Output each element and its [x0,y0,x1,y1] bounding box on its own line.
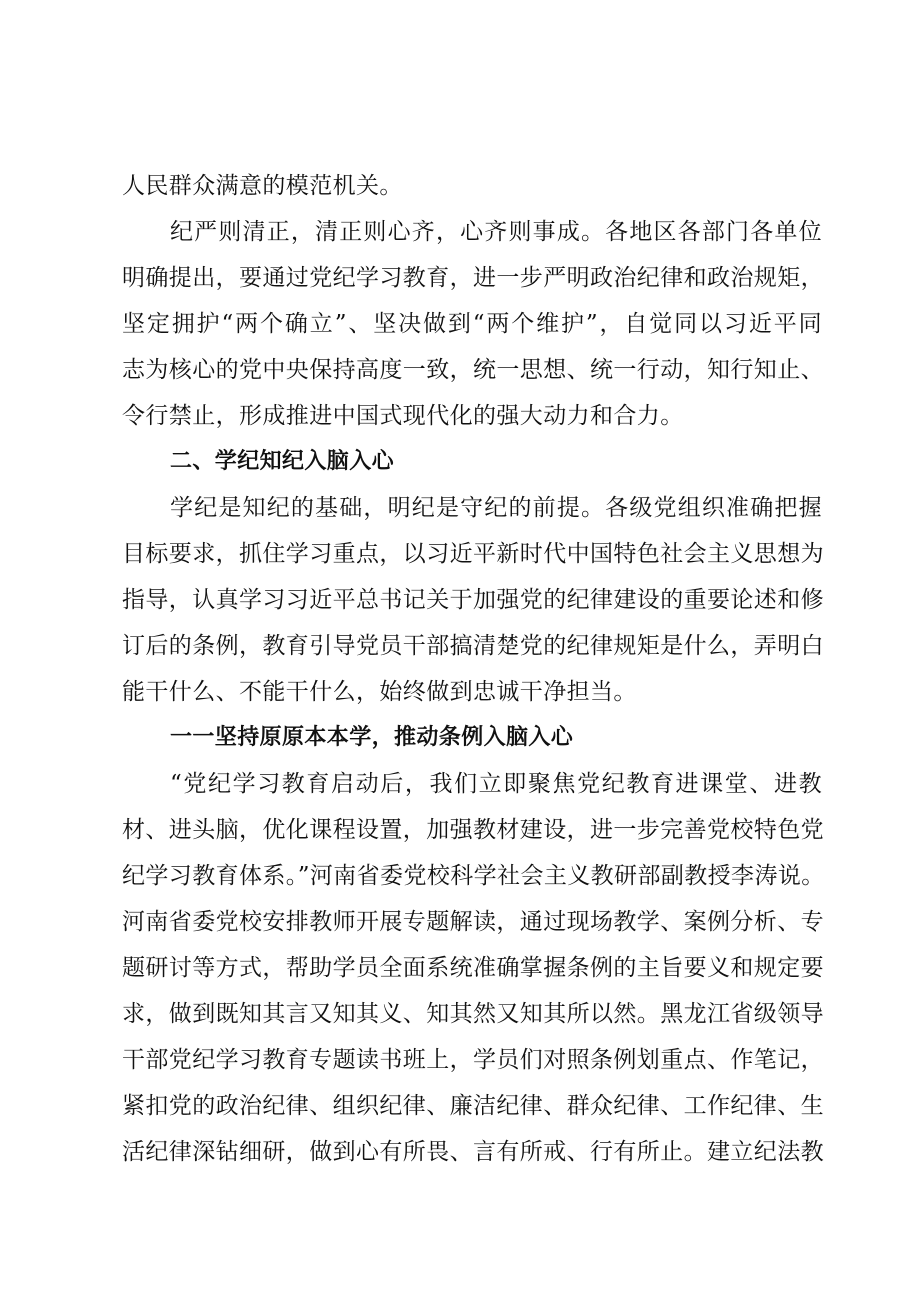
text-line: 题研讨等方式，帮助学员全面系统准确掌握条例的主旨要义和规定要 [122,955,824,981]
text-line: 坚定拥护“两个确立”、坚决做到“两个维护”，自觉同以习近平同 [122,311,822,337]
text-line: 人民群众满意的模范机关。 [122,173,403,199]
text-line: 干部党纪学习教育专题读书班上，学员们对照条例划重点、作笔记， [122,1047,824,1073]
text-line: 纪学习教育体系。”河南省委党校科学社会主义教研部副教授李涛说。 [122,863,825,889]
text-line: 能干什么、不能干什么，始终做到忠诚干净担当。 [122,679,637,705]
text-line: 指导，认真学习习近平总书记关于加强党的纪律建设的重要论述和修 [122,587,824,613]
text-line: 明确提出，要通过党纪学习教育，进一步严明政治纪律和政治规矩， [122,265,824,291]
text-line: 令行禁止，形成推进中国式现代化的强大动力和合力。 [122,403,684,429]
text-line: 材、进头脑，优化课程设置，加强教材建设，进一步完善党校特色党 [122,817,824,843]
section-heading: 二、学纪知纪入脑入心 [170,449,395,474]
text-line: 纪严则清正，清正则心齐，心齐则事成。各地区各部门各单位 [170,219,822,245]
text-line: 紧扣党的政治纪律、组织纪律、廉洁纪律、群众纪律、工作纪律、生 [122,1093,824,1119]
text-line: 活纪律深钻细研，做到心有所畏、言有所戒、行有所止。建立纪法教 [122,1139,824,1165]
text-line: 求，做到既知其言又知其义、知其然又知其所以然。黑龙江省级领导 [122,1001,824,1027]
text-line: 订后的条例，教育引导党员干部搞清楚党的纪律规矩是什么，弄明白 [122,633,824,659]
text-line: 河南省委党校安排教师开展专题解读，通过现场教学、案例分析、专 [122,909,824,935]
text-line: 学纪是知纪的基础，明纪是守纪的前提。各级党组织准确把握 [170,495,822,521]
text-line: “党纪学习教育启动后，我们立即聚焦党纪教育进课堂、进教 [170,771,822,797]
subsection-heading: 一一坚持原原本本学，推动条例入脑入心 [170,725,574,750]
text-line: 志为核心的党中央保持高度一致，统一思想、统一行动，知行知止、 [122,357,824,383]
text-line: 目标要求，抓住学习重点，以习近平新时代中国特色社会主义思想为 [122,541,824,567]
